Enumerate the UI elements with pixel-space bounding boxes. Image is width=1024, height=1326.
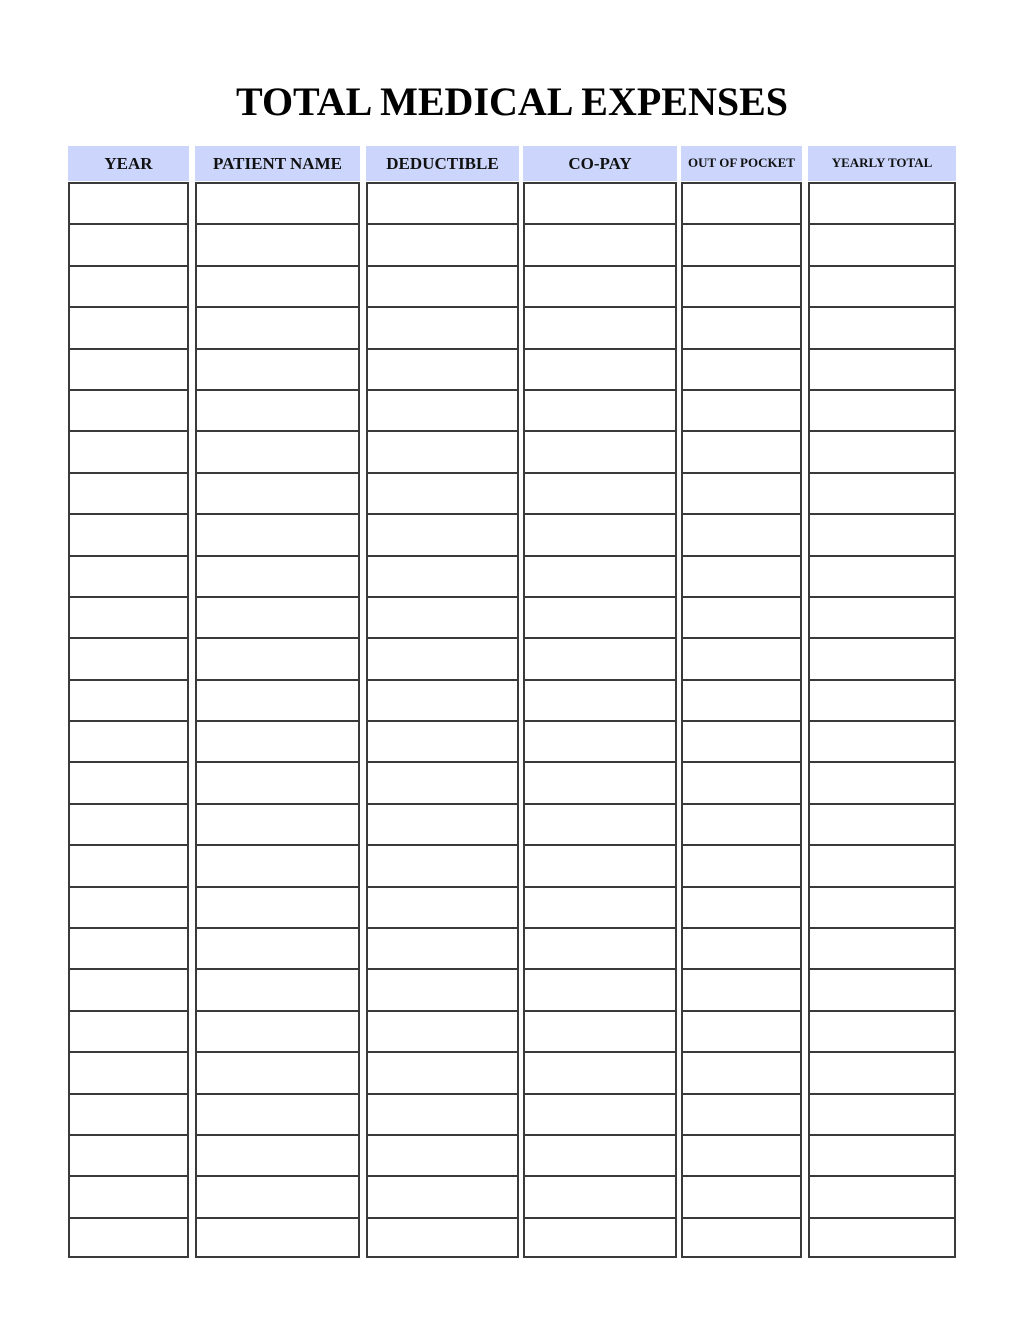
table-cell-patient-name[interactable] bbox=[195, 886, 360, 927]
table-cell-yearly-total[interactable] bbox=[808, 720, 956, 761]
table-cell-out-of-pocket[interactable] bbox=[681, 265, 802, 306]
table-cell-deductible[interactable] bbox=[366, 1093, 519, 1134]
table-cell-yearly-total[interactable] bbox=[808, 306, 956, 347]
table-cell-out-of-pocket[interactable] bbox=[681, 1093, 802, 1134]
table-cell-patient-name[interactable] bbox=[195, 1010, 360, 1051]
table-cell-deductible[interactable] bbox=[366, 1217, 519, 1258]
column-cells bbox=[681, 182, 802, 1258]
table-cell-deductible[interactable] bbox=[366, 389, 519, 430]
column-header-co-pay bbox=[523, 146, 677, 181]
table-cell-co-pay[interactable] bbox=[523, 679, 677, 720]
table-cell-year[interactable] bbox=[68, 844, 189, 885]
table-cell-out-of-pocket[interactable] bbox=[681, 1010, 802, 1051]
table-cell-year[interactable] bbox=[68, 679, 189, 720]
column-header-label: YEAR bbox=[104, 153, 153, 173]
table-cell-yearly-total[interactable] bbox=[808, 389, 956, 430]
table-cell-yearly-total[interactable] bbox=[808, 223, 956, 264]
column-yearly-total bbox=[808, 146, 956, 1258]
table-cell-co-pay[interactable] bbox=[523, 720, 677, 761]
table-cell-patient-name[interactable] bbox=[195, 306, 360, 347]
table-cell-patient-name[interactable] bbox=[195, 637, 360, 678]
column-cells bbox=[195, 182, 360, 1258]
table-cell-co-pay[interactable] bbox=[523, 472, 677, 513]
table-cell-co-pay[interactable] bbox=[523, 223, 677, 264]
table-cell-deductible[interactable] bbox=[366, 761, 519, 802]
table-cell-deductible[interactable] bbox=[366, 348, 519, 389]
table-cell-out-of-pocket[interactable] bbox=[681, 1217, 802, 1258]
table-cell-year[interactable] bbox=[68, 927, 189, 968]
table-cell-out-of-pocket[interactable] bbox=[681, 1051, 802, 1092]
table-cell-patient-name[interactable] bbox=[195, 803, 360, 844]
table-cell-deductible[interactable] bbox=[366, 1010, 519, 1051]
table-cell-co-pay[interactable] bbox=[523, 182, 677, 223]
table-cell-deductible[interactable] bbox=[366, 844, 519, 885]
table-cell-out-of-pocket[interactable] bbox=[681, 761, 802, 802]
table-cell-deductible[interactable] bbox=[366, 886, 519, 927]
table-cell-year[interactable] bbox=[68, 182, 189, 223]
column-deductible bbox=[366, 146, 519, 1258]
table-cell-year[interactable] bbox=[68, 223, 189, 264]
column-header-out-of-pocket bbox=[681, 146, 802, 181]
table-cell-patient-name[interactable] bbox=[195, 1175, 360, 1216]
table-cell-deductible[interactable] bbox=[366, 472, 519, 513]
table-cell-out-of-pocket[interactable] bbox=[681, 430, 802, 471]
table-cell-year[interactable] bbox=[68, 968, 189, 1009]
table-cell-patient-name[interactable] bbox=[195, 596, 360, 637]
table-cell-deductible[interactable] bbox=[366, 596, 519, 637]
column-header-label: PATIENT NAME bbox=[213, 153, 342, 173]
table-cell-out-of-pocket[interactable] bbox=[681, 182, 802, 223]
table-cell-year[interactable] bbox=[68, 1134, 189, 1175]
table-cell-year[interactable] bbox=[68, 265, 189, 306]
table-cell-out-of-pocket[interactable] bbox=[681, 596, 802, 637]
table-cell-yearly-total[interactable] bbox=[808, 968, 956, 1009]
table-cell-year[interactable] bbox=[68, 430, 189, 471]
column-cells bbox=[366, 182, 519, 1258]
table-cell-co-pay[interactable] bbox=[523, 265, 677, 306]
table-cell-co-pay[interactable] bbox=[523, 968, 677, 1009]
table-cell-out-of-pocket[interactable] bbox=[681, 555, 802, 596]
table-cell-year[interactable] bbox=[68, 803, 189, 844]
table-cell-out-of-pocket[interactable] bbox=[681, 1134, 802, 1175]
table-cell-patient-name[interactable] bbox=[195, 927, 360, 968]
table-cell-yearly-total[interactable] bbox=[808, 348, 956, 389]
table-cell-year[interactable] bbox=[68, 306, 189, 347]
table-cell-patient-name[interactable] bbox=[195, 182, 360, 223]
table-cell-yearly-total[interactable] bbox=[808, 596, 956, 637]
column-year bbox=[68, 146, 189, 1258]
table-cell-deductible[interactable] bbox=[366, 1175, 519, 1216]
table-cell-yearly-total[interactable] bbox=[808, 803, 956, 844]
column-co-pay bbox=[523, 146, 677, 1258]
column-cells bbox=[523, 182, 677, 1258]
table-cell-yearly-total[interactable] bbox=[808, 472, 956, 513]
table-cell-out-of-pocket[interactable] bbox=[681, 472, 802, 513]
table-cell-patient-name[interactable] bbox=[195, 679, 360, 720]
table-cell-patient-name[interactable] bbox=[195, 223, 360, 264]
column-header-label: CO-PAY bbox=[568, 153, 632, 173]
table-cell-co-pay[interactable] bbox=[523, 555, 677, 596]
table-cell-year[interactable] bbox=[68, 389, 189, 430]
table-cell-out-of-pocket[interactable] bbox=[681, 968, 802, 1009]
table-cell-patient-name[interactable] bbox=[195, 430, 360, 471]
table-cell-patient-name[interactable] bbox=[195, 1134, 360, 1175]
table-cell-out-of-pocket[interactable] bbox=[681, 348, 802, 389]
table-cell-deductible[interactable] bbox=[366, 223, 519, 264]
table-cell-patient-name[interactable] bbox=[195, 761, 360, 802]
table-cell-year[interactable] bbox=[68, 637, 189, 678]
table-cell-patient-name[interactable] bbox=[195, 720, 360, 761]
table-cell-year[interactable] bbox=[68, 1051, 189, 1092]
table-cell-year[interactable] bbox=[68, 555, 189, 596]
table-cell-yearly-total[interactable] bbox=[808, 1051, 956, 1092]
table-cell-yearly-total[interactable] bbox=[808, 265, 956, 306]
table-cell-out-of-pocket[interactable] bbox=[681, 306, 802, 347]
column-header-label: YEARLY TOTAL bbox=[831, 155, 933, 170]
table-cell-year[interactable] bbox=[68, 1093, 189, 1134]
table-cell-out-of-pocket[interactable] bbox=[681, 637, 802, 678]
table-cell-co-pay[interactable] bbox=[523, 927, 677, 968]
table-cell-out-of-pocket[interactable] bbox=[681, 844, 802, 885]
table-cell-yearly-total[interactable] bbox=[808, 927, 956, 968]
column-cells bbox=[808, 182, 956, 1258]
table-cell-co-pay[interactable] bbox=[523, 844, 677, 885]
table-cell-deductible[interactable] bbox=[366, 720, 519, 761]
table-cell-co-pay[interactable] bbox=[523, 886, 677, 927]
table-cell-yearly-total[interactable] bbox=[808, 761, 956, 802]
table-cell-yearly-total[interactable] bbox=[808, 679, 956, 720]
table-cell-out-of-pocket[interactable] bbox=[681, 927, 802, 968]
table-cell-out-of-pocket[interactable] bbox=[681, 513, 802, 554]
column-cells bbox=[68, 182, 189, 1258]
table-cell-co-pay[interactable] bbox=[523, 306, 677, 347]
table-cell-patient-name[interactable] bbox=[195, 968, 360, 1009]
table-cell-co-pay[interactable] bbox=[523, 1217, 677, 1258]
table-cell-co-pay[interactable] bbox=[523, 803, 677, 844]
table-cell-yearly-total[interactable] bbox=[808, 182, 956, 223]
column-header-deductible bbox=[366, 146, 519, 181]
table-cell-deductible[interactable] bbox=[366, 1051, 519, 1092]
table-cell-co-pay[interactable] bbox=[523, 348, 677, 389]
table-cell-year[interactable] bbox=[68, 886, 189, 927]
table-cell-co-pay[interactable] bbox=[523, 596, 677, 637]
table-cell-co-pay[interactable] bbox=[523, 1093, 677, 1134]
table-cell-year[interactable] bbox=[68, 1010, 189, 1051]
table-cell-out-of-pocket[interactable] bbox=[681, 1175, 802, 1216]
table-cell-year[interactable] bbox=[68, 472, 189, 513]
table-cell-deductible[interactable] bbox=[366, 679, 519, 720]
table-cell-patient-name[interactable] bbox=[195, 1217, 360, 1258]
table-cell-patient-name[interactable] bbox=[195, 389, 360, 430]
table-cell-year[interactable] bbox=[68, 761, 189, 802]
table-cell-yearly-total[interactable] bbox=[808, 430, 956, 471]
table-cell-yearly-total[interactable] bbox=[808, 1175, 956, 1216]
table-cell-co-pay[interactable] bbox=[523, 430, 677, 471]
table-cell-yearly-total[interactable] bbox=[808, 513, 956, 554]
table-cell-co-pay[interactable] bbox=[523, 1051, 677, 1092]
table-cell-yearly-total[interactable] bbox=[808, 1217, 956, 1258]
table-cell-deductible[interactable] bbox=[366, 803, 519, 844]
column-header-label: DEDUCTIBLE bbox=[386, 153, 499, 173]
table-cell-patient-name[interactable] bbox=[195, 555, 360, 596]
column-header-yearly-total bbox=[808, 146, 956, 181]
table-cell-patient-name[interactable] bbox=[195, 265, 360, 306]
table-cell-out-of-pocket[interactable] bbox=[681, 720, 802, 761]
table-cell-year[interactable] bbox=[68, 1175, 189, 1216]
table-cell-year[interactable] bbox=[68, 596, 189, 637]
column-out-of-pocket bbox=[681, 146, 802, 1258]
table-cell-deductible[interactable] bbox=[366, 927, 519, 968]
table-cell-out-of-pocket[interactable] bbox=[681, 389, 802, 430]
table-cell-patient-name[interactable] bbox=[195, 513, 360, 554]
table-cell-deductible[interactable] bbox=[366, 1134, 519, 1175]
table-cell-co-pay[interactable] bbox=[523, 389, 677, 430]
table-cell-co-pay[interactable] bbox=[523, 761, 677, 802]
table-cell-yearly-total[interactable] bbox=[808, 1134, 956, 1175]
table-cell-co-pay[interactable] bbox=[523, 1175, 677, 1216]
table-cell-out-of-pocket[interactable] bbox=[681, 679, 802, 720]
table-cell-yearly-total[interactable] bbox=[808, 637, 956, 678]
table-cell-yearly-total[interactable] bbox=[808, 1093, 956, 1134]
table-cell-patient-name[interactable] bbox=[195, 1051, 360, 1092]
table-cell-out-of-pocket[interactable] bbox=[681, 803, 802, 844]
table-cell-deductible[interactable] bbox=[366, 265, 519, 306]
column-patient-name bbox=[195, 146, 360, 1258]
table-cell-deductible[interactable] bbox=[366, 555, 519, 596]
table-cell-deductible[interactable] bbox=[366, 513, 519, 554]
table-cell-yearly-total[interactable] bbox=[808, 555, 956, 596]
table-cell-co-pay[interactable] bbox=[523, 513, 677, 554]
table-cell-out-of-pocket[interactable] bbox=[681, 223, 802, 264]
table-cell-deductible[interactable] bbox=[366, 306, 519, 347]
table-cell-yearly-total[interactable] bbox=[808, 1010, 956, 1051]
table-cell-patient-name[interactable] bbox=[195, 348, 360, 389]
column-header-patient-name bbox=[195, 146, 360, 181]
table-cell-co-pay[interactable] bbox=[523, 637, 677, 678]
table-cell-yearly-total[interactable] bbox=[808, 844, 956, 885]
table-cell-year[interactable] bbox=[68, 348, 189, 389]
table-cell-year[interactable] bbox=[68, 513, 189, 554]
table-cell-deductible[interactable] bbox=[366, 430, 519, 471]
table-cell-deductible[interactable] bbox=[366, 182, 519, 223]
table-cell-co-pay[interactable] bbox=[523, 1010, 677, 1051]
column-header-year bbox=[68, 146, 189, 181]
column-header-label: OUT OF POCKET bbox=[688, 155, 795, 170]
table-cell-patient-name[interactable] bbox=[195, 472, 360, 513]
table-cell-year[interactable] bbox=[68, 1217, 189, 1258]
page-title: TOTAL MEDICAL EXPENSES bbox=[235, 79, 788, 124]
table-cell-out-of-pocket[interactable] bbox=[681, 886, 802, 927]
table-cell-co-pay[interactable] bbox=[523, 1134, 677, 1175]
table-cell-deductible[interactable] bbox=[366, 637, 519, 678]
table-cell-year[interactable] bbox=[68, 720, 189, 761]
table-cell-deductible[interactable] bbox=[366, 968, 519, 1009]
table-cell-patient-name[interactable] bbox=[195, 844, 360, 885]
table-cell-yearly-total[interactable] bbox=[808, 886, 956, 927]
table-cell-patient-name[interactable] bbox=[195, 1093, 360, 1134]
